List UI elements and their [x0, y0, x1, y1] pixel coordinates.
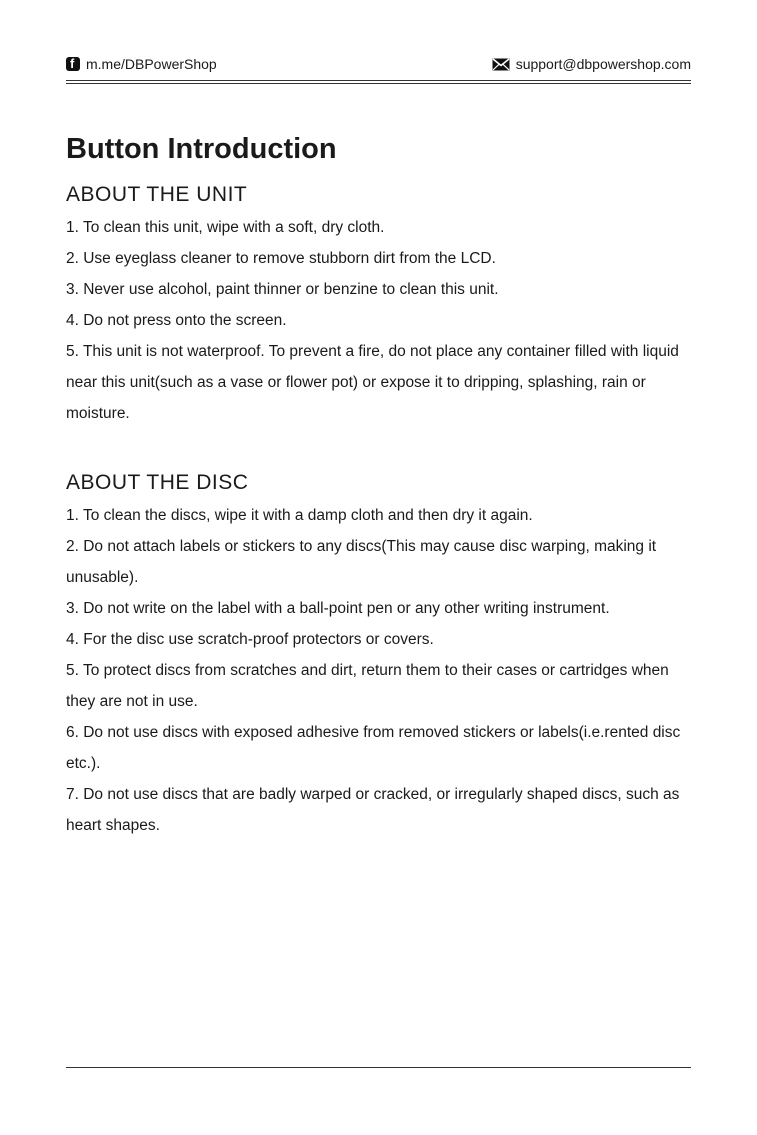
header-divider-secondary: [66, 83, 691, 84]
unit-care-list: [66, 212, 692, 429]
page-title: Button Introduction: [66, 133, 337, 165]
facebook-contact[interactable]: [66, 56, 217, 72]
list-item: 3. Do not write on the label with a ball-point pen or any other writing instrument.: [66, 600, 610, 617]
list-item: 3. Never use alcohol, paint thinner or benzine to clean this unit.: [66, 281, 499, 298]
list-item: 2. Do not attach labels or stickers to any discs(This may cause disc warping, making it unusable).: [66, 538, 657, 586]
list-item: 4. For the disc use scratch-proof protectors or covers.: [66, 631, 434, 648]
list-item: 5. This unit is not waterproof. To prevent a fire, do not place any container filled with liquid near this unit(such as a vase or flower pot) or expose it to dripping, splashing, rain or moisture.: [66, 343, 679, 422]
header-divider: [66, 80, 691, 81]
section-heading-disc: ABOUT THE DISC: [66, 471, 249, 494]
list-item: 7. Do not use discs that are badly warped or cracked, or irregularly shaped discs, such as heart shapes.: [66, 786, 680, 834]
list-item: 1. To clean the discs, wipe it with a damp cloth and then dry it again.: [66, 507, 533, 524]
mail-icon: [492, 58, 510, 71]
email-contact[interactable]: [492, 56, 691, 72]
footer-divider: [66, 1067, 691, 1068]
list-item: 5. To protect discs from scratches and dirt, return them to their cases or cartridges when they are not in use.: [66, 662, 669, 710]
facebook-icon: [66, 57, 80, 71]
page-content: [66, 128, 692, 841]
list-item: 1. To clean this unit, wipe with a soft, dry cloth.: [66, 219, 385, 236]
page-header: [66, 52, 691, 76]
list-item: 2. Use eyeglass cleaner to remove stubborn dirt from the LCD.: [66, 250, 496, 267]
email-link[interactable]: support@dbpowershop.com: [515, 56, 691, 72]
disc-care-list: [66, 500, 692, 841]
list-item: 6. Do not use discs with exposed adhesive from removed stickers or labels(i.e.rented disc etc.).: [66, 724, 681, 772]
section-heading-unit: ABOUT THE UNIT: [66, 183, 248, 206]
facebook-link[interactable]: m.me/DBPowerShop: [86, 56, 217, 72]
list-item: 4. Do not press onto the screen.: [66, 312, 287, 329]
